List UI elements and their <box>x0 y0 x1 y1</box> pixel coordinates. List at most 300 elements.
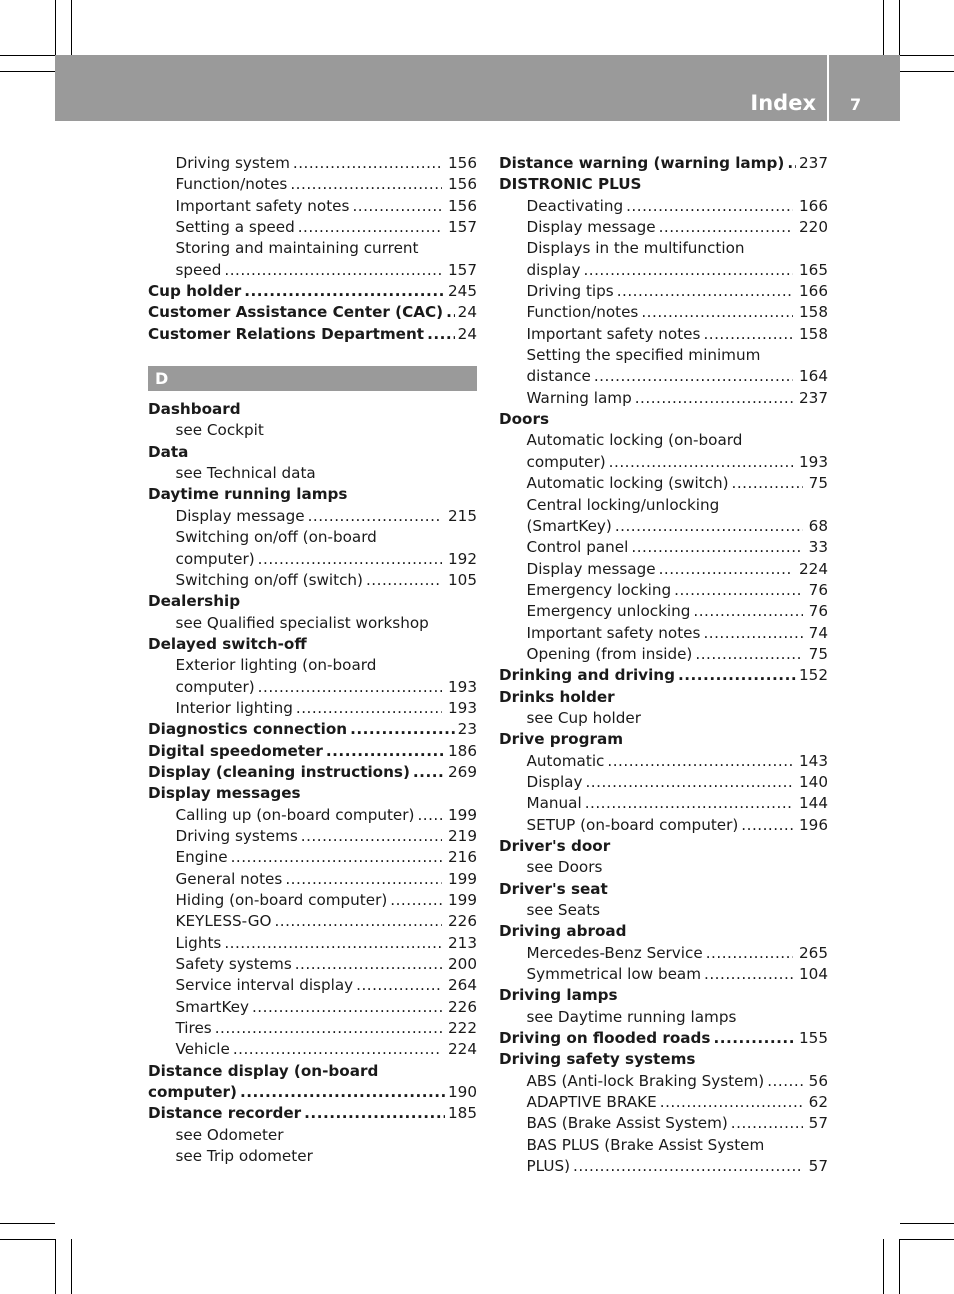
index-page-number: 220 <box>799 218 828 237</box>
index-entry-text: PLUS) <box>526 1157 571 1176</box>
index-page-number: 200 <box>448 955 477 974</box>
dot-leader <box>296 698 442 719</box>
index-page-number: 196 <box>799 815 828 834</box>
index-page-number: 165 <box>799 260 828 279</box>
dot-leader <box>594 366 793 387</box>
index-subentry <box>499 751 828 772</box>
index-entry-text: see Cup holder <box>526 708 641 727</box>
index-entry-text: Emergency locking <box>526 580 672 599</box>
dot-leader <box>417 805 442 826</box>
index-entry <box>148 762 477 783</box>
index-subentry <box>148 506 477 527</box>
index-subentry <box>148 153 477 174</box>
index-entry-text: see Daytime running lamps <box>526 1007 737 1026</box>
index-subentry <box>148 196 477 217</box>
index-entry <box>148 591 477 612</box>
index-entry-text: Driving tips <box>526 282 614 301</box>
index-entry-text: computer) <box>175 549 255 568</box>
dot-leader <box>231 847 442 868</box>
index-entry-text: Manual <box>526 794 582 813</box>
index-entry-text: computer) <box>526 452 606 471</box>
index-subentry <box>499 495 828 516</box>
index-entry-text: Drive program <box>499 730 624 749</box>
dot-leader <box>741 815 793 836</box>
index-subentry <box>499 900 828 921</box>
index-page-number: 199 <box>448 869 477 888</box>
index-page-number: 164 <box>799 367 828 386</box>
dot-leader <box>695 644 802 665</box>
dot-leader <box>713 1028 796 1049</box>
index-entry <box>148 783 477 804</box>
crop-mark <box>0 1239 55 1240</box>
index-page-number: 190 <box>448 1083 477 1102</box>
index-subentry <box>499 473 828 494</box>
index-subentry <box>148 420 477 441</box>
dot-leader <box>258 677 442 698</box>
index-entry-text: Automatic <box>526 751 605 770</box>
index-entry-text: Daytime running lamps <box>148 485 348 504</box>
index-page-number: 57 <box>808 1157 828 1176</box>
dot-leader <box>258 549 442 570</box>
index-page-number: 74 <box>808 623 828 642</box>
dot-leader <box>641 302 793 323</box>
dot-leader <box>244 281 445 302</box>
page-header <box>55 55 900 121</box>
index-entry-text: Switching on/off (switch) <box>175 570 363 589</box>
index-page-number: 76 <box>808 580 828 599</box>
crop-mark <box>899 0 900 55</box>
index-subentry <box>148 975 477 996</box>
index-entry-text: Mercedes-Benz Service <box>526 943 703 962</box>
index-page-number: 156 <box>448 196 477 215</box>
index-entry-text: Diagnostics connection <box>148 720 348 739</box>
index-entry-text: Distance display (on-board <box>148 1061 379 1080</box>
index-entry-text: General notes <box>175 869 283 888</box>
index-entry-text: Driving abroad <box>499 922 627 941</box>
index-entry-text: Display message <box>526 559 656 578</box>
index-subentry <box>148 174 477 195</box>
dot-leader <box>732 473 803 494</box>
index-subentry <box>499 452 828 473</box>
index-subentry <box>499 793 828 814</box>
index-subentry <box>499 708 828 729</box>
index-entry-text: (SmartKey) <box>526 516 612 535</box>
index-subentry <box>148 890 477 911</box>
index-entry-text: see Cockpit <box>175 421 264 440</box>
index-subentry <box>148 847 477 868</box>
dot-leader <box>787 153 796 174</box>
dot-leader <box>304 1103 445 1124</box>
index-page-number: 143 <box>799 751 828 770</box>
index-entry <box>148 442 477 463</box>
index-subentry <box>148 911 477 932</box>
index-entry-text: Customer Relations Department <box>148 324 425 343</box>
index-page-number: 166 <box>799 196 828 215</box>
index-subentry <box>499 1071 828 1092</box>
dot-leader <box>413 762 445 783</box>
index-subentry <box>148 954 477 975</box>
index-entry-text: Display message <box>175 506 305 525</box>
index-entry-text: Setting a speed <box>175 218 295 237</box>
index-entry <box>499 879 828 900</box>
index-entry-text: Vehicle <box>175 1040 230 1059</box>
index-subentry <box>148 463 477 484</box>
dot-leader <box>573 1156 803 1177</box>
index-entry <box>148 719 477 740</box>
index-page-number: 245 <box>448 282 477 301</box>
index-subentry <box>499 430 828 451</box>
index-entry-text: Display <box>526 772 583 791</box>
index-entry-text: Storing and maintaining current <box>175 239 419 258</box>
index-subentry <box>499 388 828 409</box>
index-page-number: 193 <box>448 677 477 696</box>
dot-leader <box>585 793 793 814</box>
dot-leader <box>366 570 442 591</box>
index-page-number: 152 <box>799 666 828 685</box>
index-column-right <box>499 153 828 1178</box>
index-entry-text: ADAPTIVE BRAKE <box>526 1093 657 1112</box>
index-subentry <box>499 1156 828 1177</box>
index-subentry <box>499 601 828 622</box>
index-entry-text: Switching on/off (on-board <box>175 528 377 547</box>
index-subentry <box>148 933 477 954</box>
index-page-number: 104 <box>799 965 828 984</box>
index-page-number: 166 <box>799 282 828 301</box>
dot-leader <box>298 217 442 238</box>
index-entry-text: Exterior lighting (on-board <box>175 656 377 675</box>
dot-leader <box>626 196 793 217</box>
dot-leader <box>609 452 793 473</box>
index-subentry <box>499 345 828 366</box>
index-entry-text: Engine <box>175 848 228 867</box>
dot-leader <box>233 1039 442 1060</box>
page-title: Index <box>750 91 816 115</box>
index-entry-text: Tires <box>175 1019 212 1038</box>
crop-mark <box>900 1239 954 1240</box>
index-entry-text: Display message <box>526 218 656 237</box>
index-entry-text: Emergency unlocking <box>526 602 691 621</box>
index-entry <box>499 1049 828 1070</box>
index-entry-text: Dashboard <box>148 400 241 419</box>
page-number: 7 <box>850 95 862 114</box>
dot-leader <box>659 217 793 238</box>
index-page-number: 157 <box>448 218 477 237</box>
index-entry-text: see Qualified specialist workshop <box>175 613 429 632</box>
index-page-number: 57 <box>808 1114 828 1133</box>
index-entry-text: computer) <box>148 1083 237 1102</box>
dot-leader <box>631 537 802 558</box>
crop-mark <box>71 1239 72 1294</box>
index-entry-text: Central locking/unlocking <box>526 495 720 514</box>
index-entry-text: distance <box>526 367 591 386</box>
index-page-number: 237 <box>799 154 828 172</box>
dot-leader <box>607 751 793 772</box>
index-subentry <box>499 943 828 964</box>
index-entry-text: Control panel <box>526 538 629 557</box>
index-entry-text: Driving lamps <box>499 986 618 1005</box>
index-subentry <box>148 997 477 1018</box>
index-entry-text: Lights <box>175 933 222 952</box>
index-entry-text: Calling up (on-board computer) <box>175 805 415 824</box>
dot-leader <box>731 1113 803 1134</box>
index-subentry <box>148 1125 477 1146</box>
dot-leader <box>215 1018 442 1039</box>
index-entry <box>499 174 828 195</box>
index-entry-text: KEYLESS-GO <box>175 912 272 931</box>
dot-leader <box>678 665 796 686</box>
index-entry-text: see Odometer <box>175 1125 284 1144</box>
dot-leader <box>308 506 442 527</box>
index-entry-text: Cup holder <box>148 282 242 301</box>
dot-leader <box>295 954 442 975</box>
crop-mark <box>0 71 55 72</box>
index-subentry <box>499 238 828 259</box>
index-subentry <box>499 196 828 217</box>
index-page-number: 186 <box>448 741 477 760</box>
index-entry-text: Display messages <box>148 784 301 803</box>
dot-leader <box>427 324 455 345</box>
index-entry <box>499 687 828 708</box>
index-page-number: 215 <box>448 506 477 525</box>
index-subentry <box>499 260 828 281</box>
crop-mark <box>0 55 55 56</box>
index-subentry <box>148 805 477 826</box>
index-page-number: 157 <box>448 260 477 279</box>
index-subentry <box>499 1135 828 1156</box>
index-entry-text: Deactivating <box>526 196 624 215</box>
index-subentry <box>499 324 828 345</box>
index-entry-text: Delayed switch-off <box>148 634 307 653</box>
index-entry-text: computer) <box>175 677 255 696</box>
index-subentry <box>148 1039 477 1060</box>
index-page-number: 158 <box>799 303 828 322</box>
crop-mark <box>71 0 72 55</box>
index-entry-text: Driver's door <box>499 837 611 855</box>
index-entry <box>499 153 828 174</box>
index-subentry <box>499 217 828 238</box>
index-subentry <box>499 857 828 878</box>
index-page-number: 76 <box>808 602 828 621</box>
dot-leader <box>659 559 793 580</box>
index-subentry <box>148 217 477 238</box>
index-entry-text: Driving safety systems <box>499 1050 696 1069</box>
index-subentry <box>499 281 828 302</box>
index-entry <box>499 665 828 686</box>
index-page-number: 192 <box>448 549 477 568</box>
crop-mark <box>900 1223 954 1224</box>
index-entry-text: BAS (Brake Assist System) <box>526 1114 728 1133</box>
index-entry-text: SmartKey <box>175 997 249 1016</box>
dot-leader <box>446 302 455 323</box>
index-subentry <box>148 677 477 698</box>
index-page-number: 219 <box>448 826 477 845</box>
index-subentry <box>148 260 477 281</box>
index-entry-text: Driving systems <box>175 826 298 845</box>
dot-leader <box>617 281 793 302</box>
dot-leader <box>352 196 442 217</box>
dot-leader <box>293 153 442 174</box>
dot-leader <box>224 933 442 954</box>
index-subentry <box>499 302 828 323</box>
index-page-number: 140 <box>799 772 828 791</box>
crop-mark <box>883 0 884 55</box>
crop-mark <box>900 55 954 56</box>
index-entry-text: Automatic locking (on-board <box>526 431 743 450</box>
index-subentry <box>499 1092 828 1113</box>
index-entry <box>148 399 477 420</box>
index-page-number: 216 <box>448 848 477 867</box>
dot-leader <box>274 911 442 932</box>
dot-leader <box>767 1071 802 1092</box>
index-entry <box>499 409 828 430</box>
dot-leader <box>660 1092 803 1113</box>
index-subentry <box>499 516 828 537</box>
index-subentry <box>148 698 477 719</box>
dot-leader <box>301 826 442 847</box>
index-entry <box>148 634 477 655</box>
index-entry-text: Distance warning (warning lamp) <box>499 154 785 172</box>
index-entry-text: Drinking and driving <box>499 666 675 685</box>
index-entry-text: Safety systems <box>175 955 292 974</box>
dot-leader <box>240 1082 445 1103</box>
dot-leader <box>585 772 793 793</box>
index-page-number: 264 <box>448 976 477 995</box>
index-subentry <box>499 366 828 387</box>
index-subentry <box>148 826 477 847</box>
index-entry-text: Display (cleaning instructions) <box>148 762 410 781</box>
index-entry-text: Customer Assistance Center (CAC) <box>148 303 444 322</box>
index-page-number: 158 <box>799 324 828 343</box>
dot-leader <box>350 719 455 740</box>
index-entry <box>148 1103 477 1124</box>
index-subentry <box>499 537 828 558</box>
index-entry-text: ABS (Anti-lock Braking System) <box>526 1071 765 1090</box>
index-page-number: 156 <box>448 175 477 194</box>
index-entry-text: Warning lamp <box>526 388 632 407</box>
index-subentry <box>148 869 477 890</box>
index-subentry <box>499 772 828 793</box>
index-entry-text: BAS PLUS (Brake Assist System <box>526 1135 765 1154</box>
index-subentry <box>148 1018 477 1039</box>
index-page-number: 265 <box>799 943 828 962</box>
index-page-number: 213 <box>448 933 477 952</box>
index-entry <box>499 836 828 857</box>
index-page-number: 199 <box>448 805 477 824</box>
index-page-number: 185 <box>448 1104 477 1123</box>
index-entry-text: Opening (from inside) <box>526 644 693 663</box>
dot-leader <box>390 890 442 911</box>
index-page-number: 56 <box>808 1071 828 1090</box>
index-subentry <box>499 559 828 580</box>
dot-leader <box>674 580 803 601</box>
index-subentry <box>148 570 477 591</box>
crop-mark <box>900 71 954 72</box>
index-entry-text: Digital speedometer <box>148 741 323 760</box>
index-entry-text: Dealership <box>148 592 241 611</box>
index-page-number: 237 <box>799 388 828 407</box>
index-page-number: 222 <box>448 1019 477 1038</box>
dot-leader <box>706 943 793 964</box>
index-entry-text: Function/notes <box>175 175 288 194</box>
dot-leader <box>693 601 802 622</box>
index-entry <box>499 729 828 750</box>
index-entry-text: Important safety notes <box>526 623 701 642</box>
index-subentry <box>499 580 828 601</box>
index-entry-text: Displays in the multifunction <box>526 239 745 258</box>
index-page-number: 75 <box>808 474 828 493</box>
dot-leader <box>290 174 442 195</box>
index-page-number: 156 <box>448 154 477 172</box>
index-page-number: 226 <box>448 912 477 931</box>
index-entry-text: see Technical data <box>175 464 316 483</box>
index-page-number: 193 <box>448 698 477 717</box>
index-entry-text: Automatic locking (switch) <box>526 474 729 493</box>
index-subentry <box>499 964 828 985</box>
dot-leader <box>285 869 442 890</box>
index-section-heading: D <box>148 366 477 391</box>
dot-leader <box>635 388 793 409</box>
index-entry-text: Drinks holder <box>499 687 615 706</box>
index-page-number: 33 <box>808 538 828 557</box>
index-entry <box>148 484 477 505</box>
index-page-number: 269 <box>448 762 477 781</box>
crop-mark <box>899 1239 900 1294</box>
dot-leader <box>252 997 442 1018</box>
index-entry <box>148 741 477 762</box>
index-page-number: 75 <box>808 644 828 663</box>
crop-mark <box>0 1223 55 1224</box>
index-entry-text: Setting the specified minimum <box>526 346 761 365</box>
index-subentry <box>499 1113 828 1134</box>
header-divider <box>827 55 829 121</box>
index-page-number: 199 <box>448 891 477 909</box>
dot-leader <box>356 975 442 996</box>
index-entry-text: DISTRONIC PLUS <box>499 175 642 194</box>
index-entry-text: Important safety notes <box>526 324 701 343</box>
index-page-number: 155 <box>799 1029 828 1048</box>
dot-leader <box>326 741 445 762</box>
index-entry-text: display <box>526 260 581 279</box>
dot-leader <box>704 964 793 985</box>
index-subentry <box>148 613 477 634</box>
index-subentry <box>148 549 477 570</box>
crop-mark <box>55 0 56 55</box>
index-entry-text: Distance recorder <box>148 1104 302 1123</box>
index-entry <box>148 324 477 345</box>
index-entry-text: Symmetrical low beam <box>526 965 702 984</box>
index-subentry <box>499 623 828 644</box>
index-entry-text: Hiding (on-board computer) <box>175 891 388 909</box>
index-entry-text: speed <box>175 260 222 279</box>
index-entry-text: Driving system <box>175 154 290 172</box>
index-entry-text: see Doors <box>526 858 603 877</box>
dot-leader <box>703 324 793 345</box>
index-subentry <box>148 655 477 676</box>
index-entry-text: Function/notes <box>526 303 639 322</box>
index-subentry <box>148 1146 477 1167</box>
index-entry <box>499 921 828 942</box>
index-entry <box>499 1028 828 1049</box>
index-page-number: 24 <box>457 324 477 343</box>
index-entry-text: Service interval display <box>175 976 354 995</box>
index-page-number: 193 <box>799 452 828 471</box>
index-subentry <box>148 238 477 259</box>
index-entry-text: Important safety notes <box>175 196 350 215</box>
index-subentry <box>499 644 828 665</box>
index-page-number: 226 <box>448 997 477 1016</box>
index-page-number: 224 <box>448 1040 477 1059</box>
dot-leader <box>583 260 793 281</box>
